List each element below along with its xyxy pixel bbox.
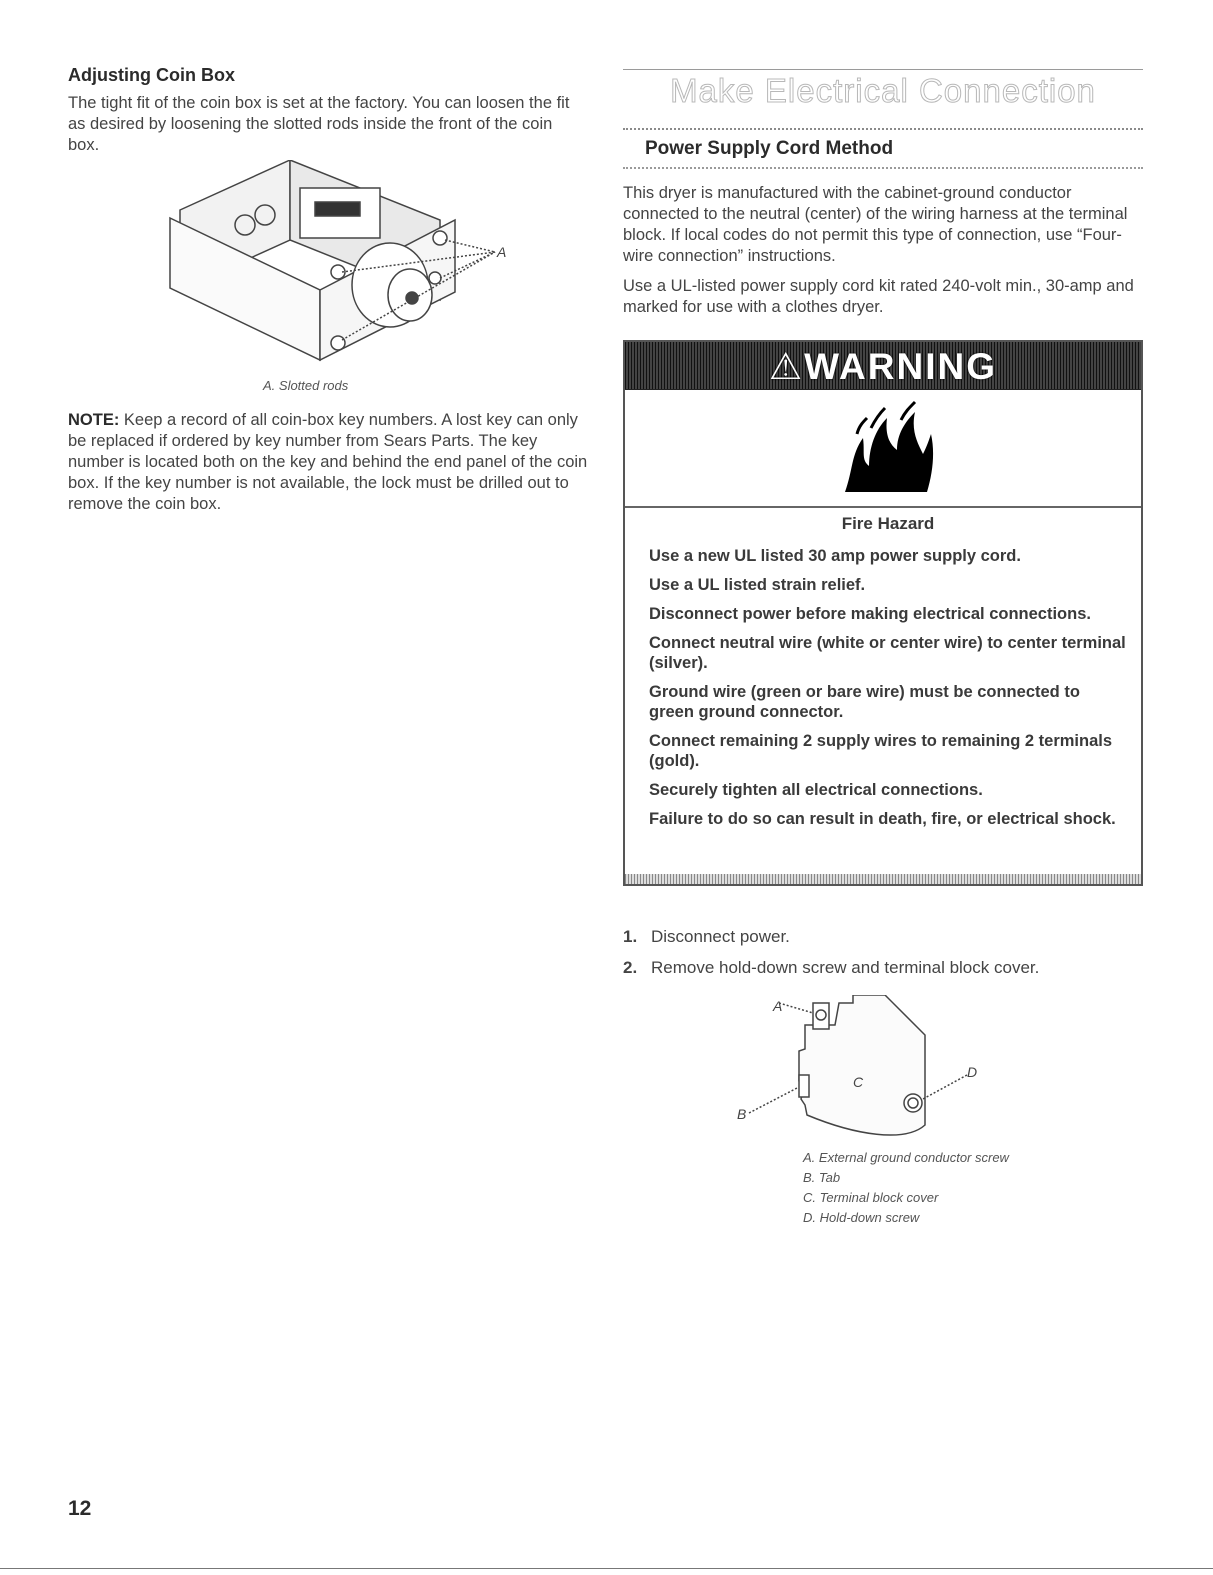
- note-text: Keep a record of all coin-box key numbers. A lost key can only be replaced if ordered by key number from Sears Parts. The key number is located both on the key and behind the end panel of the coin box. If the key number is not available, the lock must be drilled out to remove the coin box.: [68, 411, 588, 513]
- power-cord-paragraph-2: Use a UL-listed power supply cord kit rated 240-volt min., 30-amp and marked for use with a clothes dryer.: [623, 277, 1134, 316]
- subsection-rule: [623, 167, 1143, 169]
- coin-box-label-a: A: [497, 244, 507, 260]
- page-bottom-rule: [0, 1568, 1213, 1569]
- terminal-caption: A. External ground conductor screw: [803, 1150, 1009, 1165]
- steps-list: [623, 926, 1143, 988]
- warning-line: Disconnect power before making electrical connections.: [649, 605, 1091, 623]
- warning-box: [623, 340, 1143, 886]
- page-number: 12: [68, 1497, 92, 1520]
- subsection-title: Power Supply Cord Method: [645, 138, 894, 159]
- warning-line: Ground wire (green or bare wire) must be connected to green ground connector.: [649, 683, 1080, 721]
- warning-divider: [625, 506, 1141, 508]
- warning-body: [649, 514, 1127, 838]
- warning-line: Use a new UL listed 30 amp power supply cord.: [649, 547, 1021, 565]
- warning-line: Use a UL listed strain relief.: [649, 576, 866, 594]
- warning-header: [625, 342, 1141, 390]
- step-text: Remove hold-down screw and terminal block cover.: [651, 958, 1040, 977]
- fire-hazard-icon: [835, 400, 940, 495]
- section-title: Make Electrical Connection: [670, 72, 1096, 109]
- terminal-captions: [803, 1148, 1009, 1228]
- warning-line: Securely tighten all electrical connections.: [649, 781, 983, 799]
- section-rule-top: [623, 69, 1143, 70]
- terminal-block-illustration: [735, 995, 995, 1145]
- terminal-label-b: B: [737, 1106, 747, 1122]
- step-text: Disconnect power.: [651, 927, 790, 946]
- terminal-caption: D. Hold-down screw: [803, 1210, 920, 1225]
- coin-box-intro: The tight fit of the coin box is set at the factory. You can loosen the fit as desired by loosening the slotted rods inside the front of the coin box.: [68, 94, 570, 154]
- coin-box-note: [68, 410, 590, 515]
- warning-word: ⚠WARNING: [769, 346, 997, 387]
- warning-line: Connect remaining 2 supply wires to remaining 2 terminals (gold).: [649, 732, 1113, 770]
- step-item: [623, 957, 1143, 979]
- warning-line: Failure to do so can result in death, fire, or electrical shock.: [649, 810, 1116, 828]
- hazard-title: Fire Hazard: [841, 514, 935, 533]
- step-number: 1.: [623, 927, 638, 946]
- warning-bottom-band: [625, 874, 1141, 884]
- note-label: NOTE:: [68, 411, 120, 429]
- warning-line: Connect neutral wire (white or center wire) to center terminal (silver).: [649, 634, 1126, 672]
- terminal-label-d: D: [967, 1064, 978, 1080]
- coin-box-heading: Adjusting Coin Box: [68, 65, 235, 85]
- section-rule-bottom: [623, 128, 1143, 130]
- step-item: [623, 926, 1143, 948]
- terminal-label-c: C: [853, 1074, 864, 1090]
- power-cord-paragraph-1: This dryer is manufactured with the cabinet-ground conductor connected to the neutral (center) of the wiring harness at the terminal block. If local codes do not permit this type of connection, use “Four-wire connection” instructions.: [623, 184, 1128, 265]
- terminal-caption: C. Terminal block cover: [803, 1190, 939, 1205]
- terminal-label-a: A: [773, 998, 783, 1014]
- step-number: 2.: [623, 958, 638, 977]
- terminal-caption: B. Tab: [803, 1170, 841, 1185]
- coin-box-caption: A. Slotted rods: [263, 378, 349, 393]
- coin-box-illustration: [160, 160, 520, 375]
